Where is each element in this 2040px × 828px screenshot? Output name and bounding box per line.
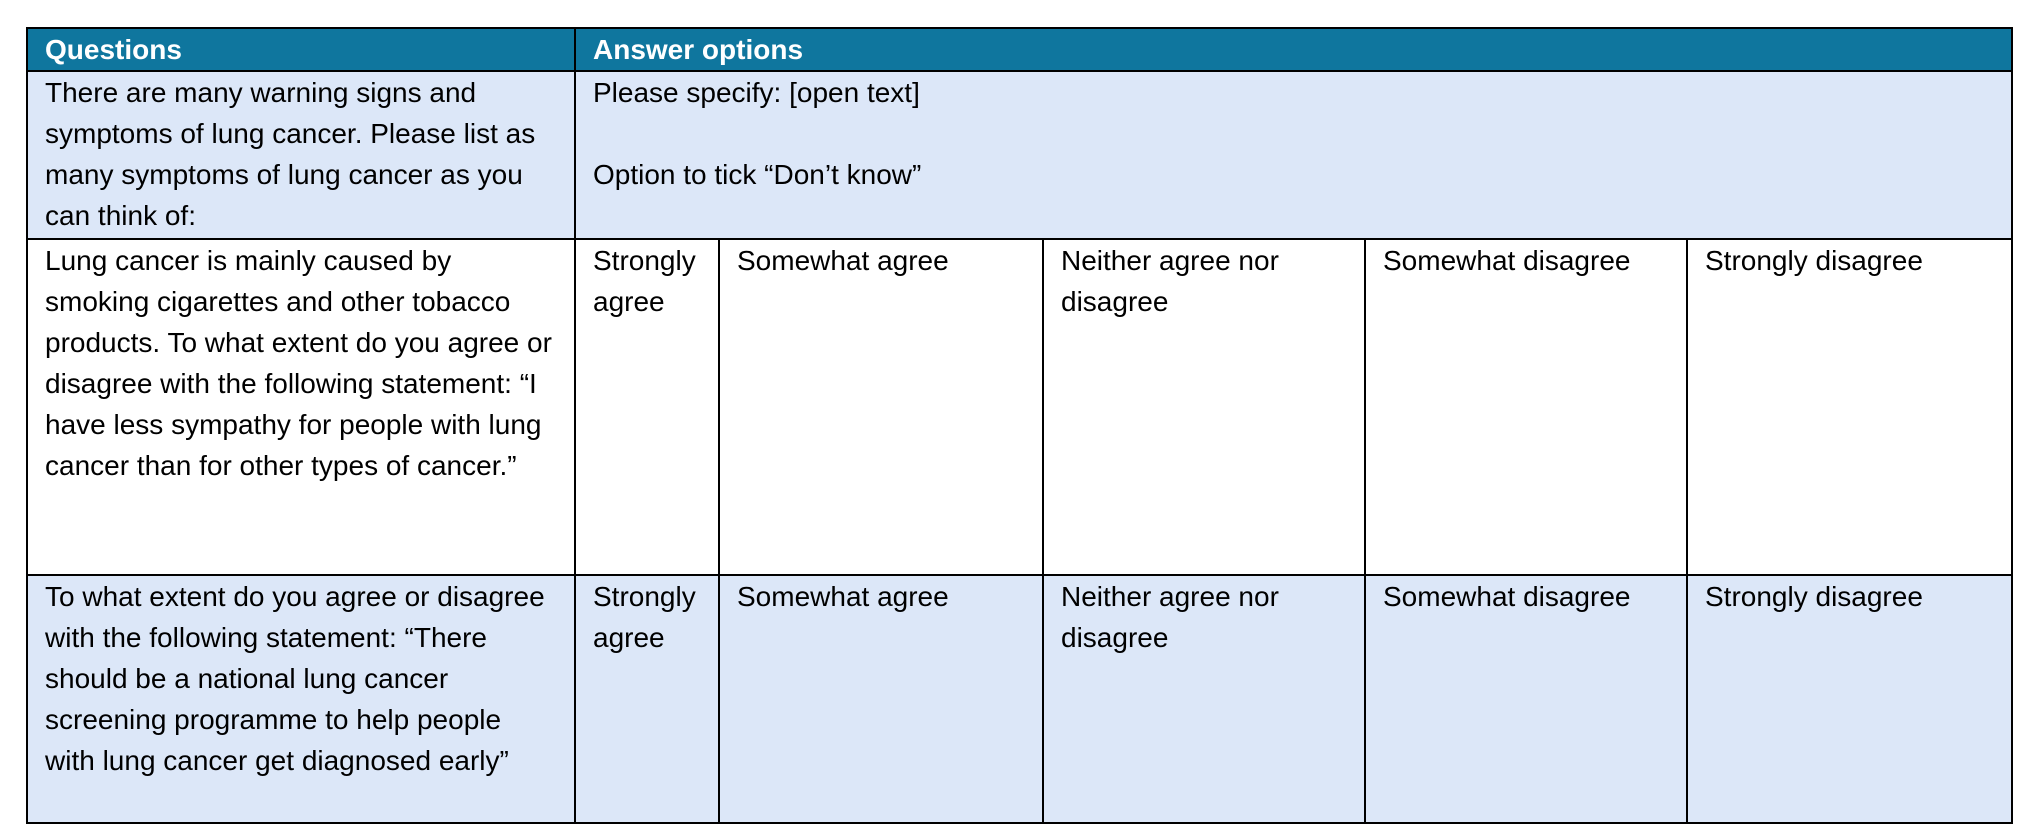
answer-option-neither: Neither agree nor disagree — [1043, 575, 1365, 823]
survey-questions-table — [26, 27, 2013, 824]
table-row-sympathy-question — [27, 239, 2012, 575]
open-text-answer-cell — [575, 71, 2012, 239]
question-cell: There are many warning signs and symptoms of lung cancer. Please list as many symptoms of lung cancer as you can think of: — [27, 71, 575, 239]
question-cell: To what extent do you agree or disagree with the following statement: “There should be a national lung cancer screening programme to help people with lung cancer get diagnosed early” — [27, 575, 575, 823]
open-text-instruction: Please specify: [open text] — [593, 77, 920, 108]
answer-option-somewhat-agree: Somewhat agree — [719, 575, 1043, 823]
answer-option-somewhat-disagree: Somewhat disagree — [1365, 239, 1687, 575]
answer-options-column-header: Answer options — [575, 28, 2012, 71]
dont-know-option-text: Option to tick “Don’t know” — [593, 159, 922, 190]
questions-column-header: Questions — [27, 28, 575, 71]
answer-option-somewhat-disagree: Somewhat disagree — [1365, 575, 1687, 823]
question-cell: Lung cancer is mainly caused by smoking cigarettes and other tobacco products. To what extent do you agree or disagree with the following statement: “I have less sympathy for people with lung cancer than for other types of cancer.” — [27, 239, 575, 575]
answer-option-strongly-agree: Strongly agree — [575, 239, 719, 575]
table-row-screening-question — [27, 575, 2012, 823]
answer-option-strongly-agree: Strongly agree — [575, 575, 719, 823]
answer-option-strongly-disagree: Strongly disagree — [1687, 239, 2012, 575]
answer-option-somewhat-agree: Somewhat agree — [719, 239, 1043, 575]
table-header-row — [27, 28, 2012, 71]
table-row-symptoms-question — [27, 71, 2012, 239]
answer-option-neither: Neither agree nor disagree — [1043, 239, 1365, 575]
answer-option-strongly-disagree: Strongly disagree — [1687, 575, 2012, 823]
